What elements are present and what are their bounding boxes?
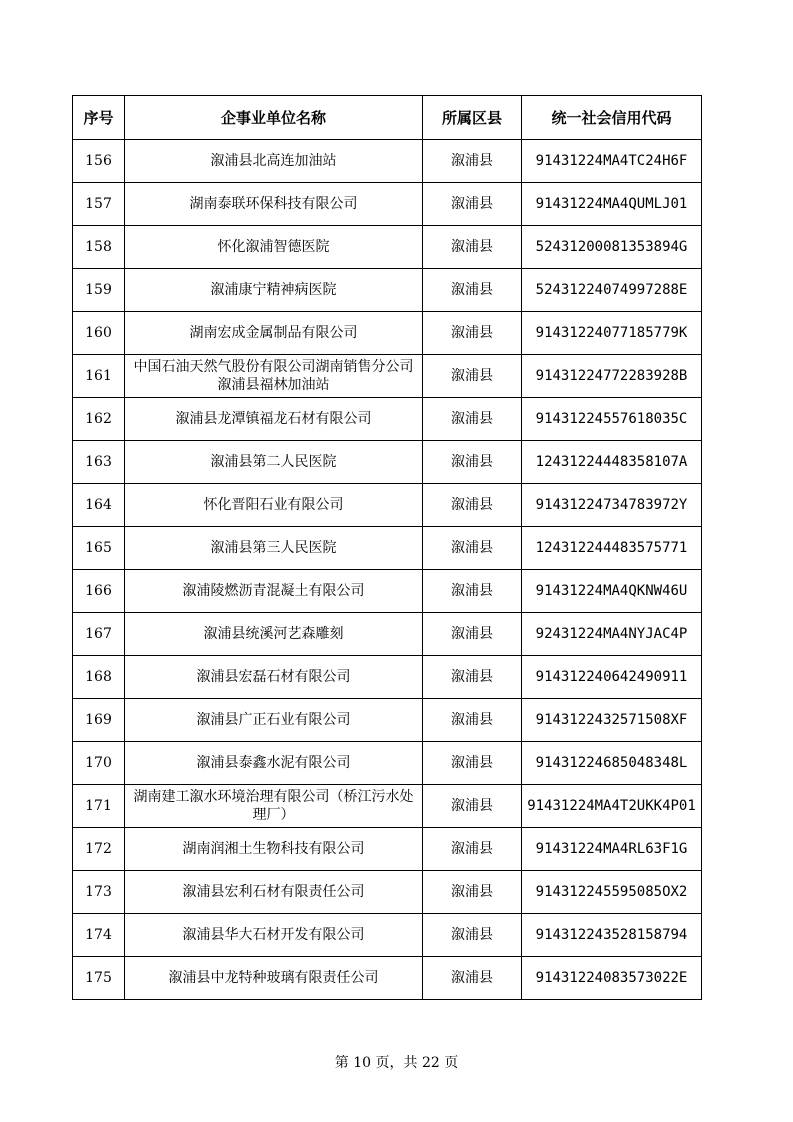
table-body <box>73 140 702 1000</box>
row-credit-code: 52431224074997288E <box>522 269 702 312</box>
row-county: 溆浦县 <box>423 355 522 398</box>
table-row <box>73 699 702 742</box>
table-row <box>73 957 702 1000</box>
table-row <box>73 914 702 957</box>
table-row <box>73 312 702 355</box>
row-enterprise-name: 怀化晋阳石业有限公司 <box>125 484 423 527</box>
row-enterprise-name: 溆浦县广正石业有限公司 <box>125 699 423 742</box>
table-row <box>73 226 702 269</box>
row-county: 溆浦县 <box>423 312 522 355</box>
row-enterprise-name: 溆浦县宏利石材有限责任公司 <box>125 871 423 914</box>
row-credit-code: 91431224MA4QUMLJ01 <box>522 183 702 226</box>
row-serial-no: 169 <box>73 699 125 742</box>
row-serial-no: 156 <box>73 140 125 183</box>
row-credit-code: 91431224083573022E <box>522 957 702 1000</box>
table-row <box>73 140 702 183</box>
row-credit-code: 914312245595085OX2 <box>522 871 702 914</box>
row-credit-code: 91431224MA4QKNW46U <box>522 570 702 613</box>
row-county: 溆浦县 <box>423 484 522 527</box>
row-enterprise-name: 溆浦县宏磊石材有限公司 <box>125 656 423 699</box>
row-enterprise-name: 溆浦县第三人民医院 <box>125 527 423 570</box>
row-credit-code: 91431224MA4RL63F1G <box>522 828 702 871</box>
row-county: 溆浦县 <box>423 527 522 570</box>
header-county: 所属区县 <box>423 96 522 140</box>
row-county: 溆浦县 <box>423 269 522 312</box>
row-serial-no: 157 <box>73 183 125 226</box>
row-credit-code: 12431224448358107A <box>522 441 702 484</box>
row-enterprise-name: 溆浦县第二人民医院 <box>125 441 423 484</box>
row-credit-code: 91431224MA4TC24H6F <box>522 140 702 183</box>
row-enterprise-name: 溆浦县泰鑫水泥有限公司 <box>125 742 423 785</box>
row-serial-no: 171 <box>73 785 125 828</box>
row-county: 溆浦县 <box>423 914 522 957</box>
header-credit-code: 统一社会信用代码 <box>522 96 702 140</box>
page-number-label: 第 10 页，共 22 页 <box>334 1055 459 1071</box>
row-county: 溆浦县 <box>423 656 522 699</box>
row-county: 溆浦县 <box>423 398 522 441</box>
header-enterprise-name: 企事业单位名称 <box>125 96 423 140</box>
row-county: 溆浦县 <box>423 699 522 742</box>
table-row <box>73 570 702 613</box>
row-county: 溆浦县 <box>423 957 522 1000</box>
row-serial-no: 161 <box>73 355 125 398</box>
enterprise-table <box>72 95 702 1000</box>
table-row <box>73 828 702 871</box>
table-row <box>73 613 702 656</box>
table-row <box>73 484 702 527</box>
table-row <box>73 871 702 914</box>
row-enterprise-name: 溆浦陵燃沥青混凝土有限公司 <box>125 570 423 613</box>
row-serial-no: 164 <box>73 484 125 527</box>
row-serial-no: 160 <box>73 312 125 355</box>
row-serial-no: 172 <box>73 828 125 871</box>
row-enterprise-name: 湖南润湘土生物科技有限公司 <box>125 828 423 871</box>
row-credit-code: 914312240642490911 <box>522 656 702 699</box>
row-enterprise-name: 湖南建工溆水环境治理有限公司（桥江污水处理厂） <box>125 785 423 828</box>
row-county: 溆浦县 <box>423 570 522 613</box>
table-row <box>73 269 702 312</box>
row-enterprise-name: 中国石油天然气股份有限公司湖南销售分公司溆浦县福林加油站 <box>125 355 423 398</box>
row-serial-no: 167 <box>73 613 125 656</box>
table-row <box>73 183 702 226</box>
row-enterprise-name: 溆浦县北高连加油站 <box>125 140 423 183</box>
row-county: 溆浦县 <box>423 613 522 656</box>
row-enterprise-name: 溆浦县统溪河艺森雕刻 <box>125 613 423 656</box>
row-credit-code: 91431224557618035C <box>522 398 702 441</box>
row-county: 溆浦县 <box>423 226 522 269</box>
row-serial-no: 162 <box>73 398 125 441</box>
row-serial-no: 159 <box>73 269 125 312</box>
table-row <box>73 742 702 785</box>
row-credit-code: 914312243528158794 <box>522 914 702 957</box>
row-credit-code: 91431224734783972Y <box>522 484 702 527</box>
row-county: 溆浦县 <box>423 742 522 785</box>
row-county: 溆浦县 <box>423 828 522 871</box>
row-serial-no: 166 <box>73 570 125 613</box>
row-enterprise-name: 溆浦县中龙特种玻璃有限责任公司 <box>125 957 423 1000</box>
row-enterprise-name: 溆浦县龙潭镇福龙石材有限公司 <box>125 398 423 441</box>
row-county: 溆浦县 <box>423 871 522 914</box>
table-header-row <box>73 96 702 140</box>
row-enterprise-name: 湖南泰联环保科技有限公司 <box>125 183 423 226</box>
table-row <box>73 656 702 699</box>
row-county: 溆浦县 <box>423 441 522 484</box>
table-row <box>73 398 702 441</box>
table-row <box>73 355 702 398</box>
row-credit-code: 91431224MA4T2UKK4P01 <box>522 785 702 828</box>
page-footer <box>0 1052 793 1072</box>
row-serial-no: 170 <box>73 742 125 785</box>
row-county: 溆浦县 <box>423 140 522 183</box>
row-serial-no: 163 <box>73 441 125 484</box>
row-county: 溆浦县 <box>423 785 522 828</box>
row-enterprise-name: 湖南宏成金属制品有限公司 <box>125 312 423 355</box>
table-row <box>73 527 702 570</box>
row-serial-no: 175 <box>73 957 125 1000</box>
row-credit-code: 91431224077185779K <box>522 312 702 355</box>
row-serial-no: 158 <box>73 226 125 269</box>
row-serial-no: 168 <box>73 656 125 699</box>
row-enterprise-name: 溆浦康宁精神病医院 <box>125 269 423 312</box>
row-credit-code: 92431224MA4NYJAC4P <box>522 613 702 656</box>
row-credit-code: 91431224685048348L <box>522 742 702 785</box>
row-serial-no: 174 <box>73 914 125 957</box>
row-credit-code: 9143122432571508XF <box>522 699 702 742</box>
row-county: 溆浦县 <box>423 183 522 226</box>
row-serial-no: 165 <box>73 527 125 570</box>
row-credit-code: 52431200081353894G <box>522 226 702 269</box>
header-serial-no: 序号 <box>73 96 125 140</box>
row-serial-no: 173 <box>73 871 125 914</box>
table-row <box>73 785 702 828</box>
table-row <box>73 441 702 484</box>
row-enterprise-name: 怀化溆浦智德医院 <box>125 226 423 269</box>
row-credit-code: 124312244483575771 <box>522 527 702 570</box>
row-enterprise-name: 溆浦县华大石材开发有限公司 <box>125 914 423 957</box>
row-credit-code: 91431224772283928B <box>522 355 702 398</box>
